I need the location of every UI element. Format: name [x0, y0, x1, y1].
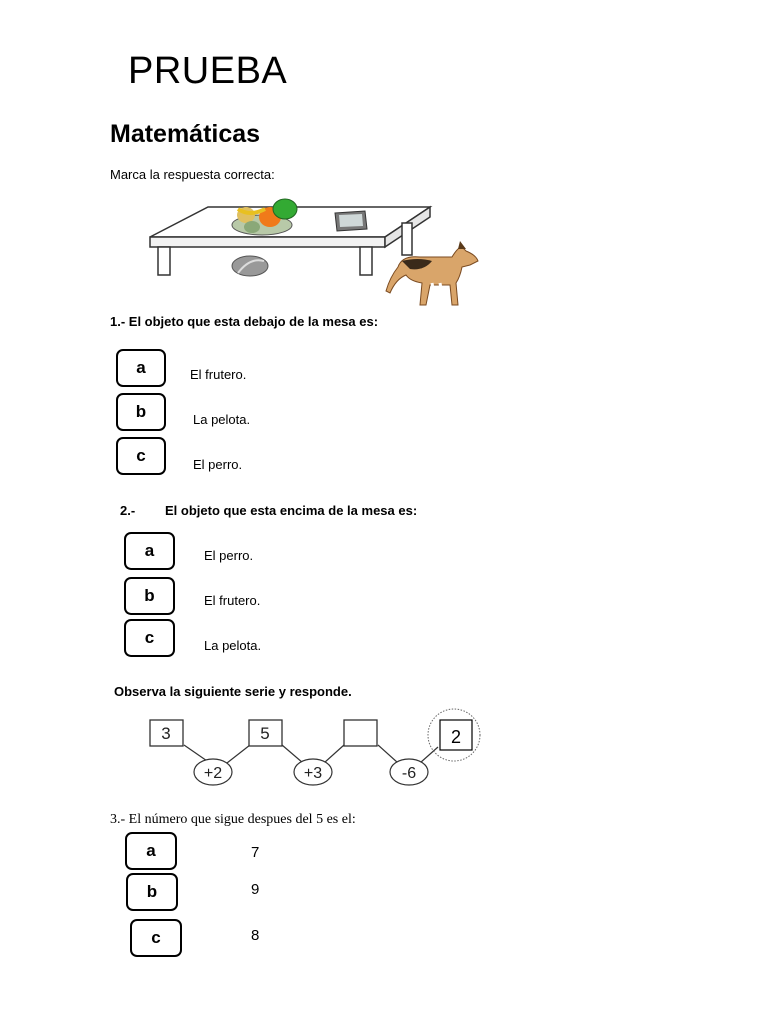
series-op-1-value: +2 [203, 765, 223, 782]
q1-option-a-box[interactable]: a [116, 349, 166, 387]
q1-option-c-box[interactable]: c [116, 437, 166, 475]
series-box-4-value: 2 [450, 727, 462, 747]
series-box-2-value: 5 [260, 724, 270, 743]
q3-option-c-text: 8 [251, 927, 260, 944]
page-title: PRUEBA [128, 50, 288, 92]
series-op-3-value: -6 [401, 765, 417, 782]
table-leg [360, 247, 372, 275]
question-2-number: 2.- [120, 503, 136, 518]
q2-option-b-text: El frutero. [204, 593, 261, 608]
table-edge [150, 237, 385, 247]
number-series-diagram [140, 705, 490, 790]
q2-option-a-text: El perro. [204, 548, 254, 563]
series-instruction-text: Observa la siguiente serie y responde. [114, 684, 352, 699]
q1-option-a-text: El frutero. [190, 367, 247, 382]
series-op-2-value: +3 [303, 765, 323, 782]
fruit-bowl-icon [232, 199, 297, 235]
q2-option-b-box[interactable]: b [124, 577, 175, 615]
q3-option-a-text: 7 [251, 844, 260, 861]
ball-icon [232, 256, 268, 276]
table-scene-illustration [140, 195, 490, 310]
subject-heading: Matemáticas [110, 120, 261, 148]
book-icon [335, 211, 367, 231]
table-leg [158, 247, 170, 275]
question-2-text: El objeto que esta encima de la mesa es: [165, 503, 418, 518]
dog-icon [386, 241, 478, 305]
q1-option-b-text: La pelota. [193, 412, 251, 427]
q3-option-b-text: 9 [251, 881, 260, 898]
question-3-text: 3.- El número que sigue despues del 5 es el: [110, 812, 356, 827]
table-leg [402, 223, 412, 255]
instruction-text: Marca la respuesta correcta: [110, 167, 275, 182]
series-box-3-blank[interactable] [344, 720, 377, 746]
q1-option-b-box[interactable]: b [116, 393, 166, 431]
q1-option-c-text: El perro. [193, 457, 243, 472]
q2-option-a-box[interactable]: a [124, 532, 175, 570]
q3-option-c-box[interactable]: c [130, 919, 182, 957]
series-box-1-value: 3 [161, 724, 171, 743]
q3-option-a-box[interactable]: a [125, 832, 177, 870]
q2-option-c-text: La pelota. [204, 638, 262, 653]
q2-option-c-box[interactable]: c [124, 619, 175, 657]
question-1-text: 1.- El objeto que esta debajo de la mesa es: [110, 314, 379, 329]
q3-option-b-box[interactable]: b [126, 873, 178, 911]
